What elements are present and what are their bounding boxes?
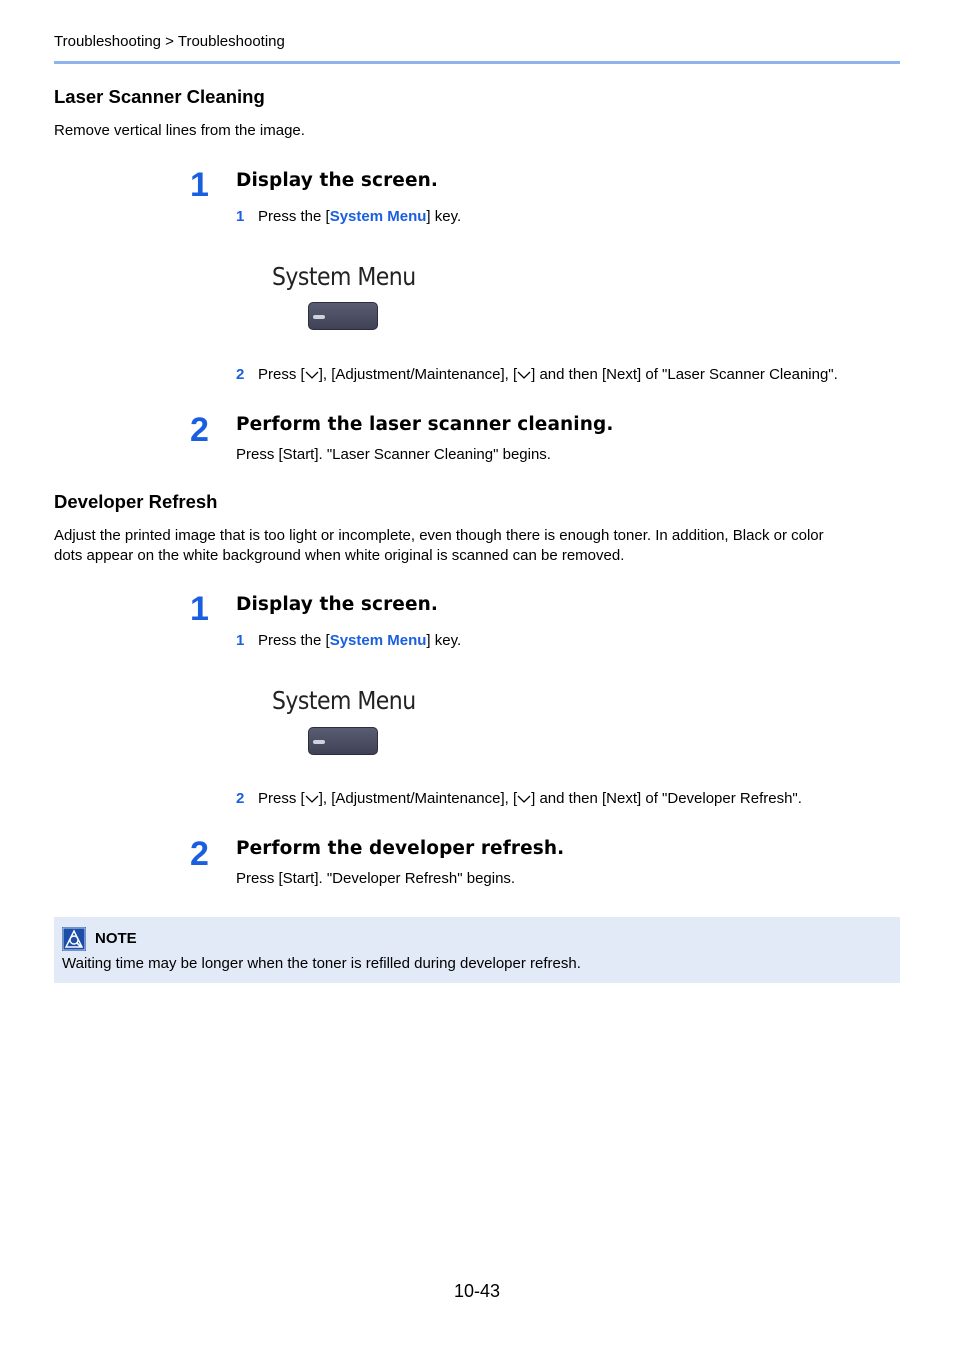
- system-menu-key-illustration: [308, 727, 378, 755]
- step-text: Press [Start]. "Laser Scanner Cleaning" begins.: [236, 446, 551, 463]
- chevron-down-icon: [305, 794, 319, 804]
- step-title: Perform the developer refresh.: [236, 838, 565, 859]
- step-number: 1: [190, 166, 209, 204]
- substep: 1 Press the [System Menu] key.: [236, 632, 462, 649]
- system-menu-key-label: System Menu: [329, 208, 427, 225]
- substep-number: 2: [236, 366, 245, 383]
- step-title: Display the screen.: [236, 594, 439, 615]
- panel-key-label: System Menu: [272, 262, 416, 291]
- substep-number: 1: [236, 632, 245, 649]
- chevron-down-icon: [305, 370, 319, 380]
- step-title: Perform the laser scanner cleaning.: [236, 414, 614, 435]
- system-menu-key-illustration: [308, 302, 378, 330]
- panel-key-label: System Menu: [272, 686, 416, 715]
- substep: 1 Press the [System Menu] key.: [236, 208, 462, 225]
- section-intro-developer: Adjust the printed image that is too light or incomplete, even though there is enough toner. In addition, Black or color dots appear on the white background when white original is scanned can be removed.: [54, 527, 824, 564]
- step-text: Press [Start]. "Developer Refresh" begins.: [236, 870, 516, 887]
- step-number: 1: [190, 590, 209, 628]
- step-number: 2: [190, 411, 209, 449]
- note-box: [54, 917, 900, 983]
- section-intro-laser: Remove vertical lines from the image.: [54, 122, 305, 139]
- indicator-light: [313, 315, 325, 319]
- section-heading-laser-scanner-cleaning: Laser Scanner Cleaning: [54, 86, 265, 107]
- chevron-down-icon: [517, 370, 531, 380]
- substep-number: 2: [236, 790, 245, 807]
- step-title: Display the screen.: [236, 170, 439, 191]
- breadcrumb: Troubleshooting > Troubleshooting: [54, 33, 285, 50]
- step-number: 2: [190, 835, 209, 873]
- note-title: NOTE: [95, 930, 137, 947]
- chevron-down-icon: [517, 794, 531, 804]
- page-number: 10-43: [453, 1281, 501, 1301]
- note-text: Waiting time may be longer when the toner is refilled during developer refresh.: [62, 955, 581, 972]
- substep: 2 Press [ ], [Adjustment/Maintenance], [ ] and then [Next] of "Developer Refresh".: [236, 790, 802, 807]
- substep: 2 Press [ ], [Adjustment/Maintenance], [ ] and then [Next] of "Laser Scanner Cleaning".: [236, 366, 838, 383]
- note-icon: [62, 927, 86, 951]
- system-menu-key-label: System Menu: [329, 632, 427, 649]
- substep-number: 1: [236, 208, 245, 225]
- section-heading-developer-refresh: Developer Refresh: [54, 491, 218, 512]
- header-divider: [54, 61, 900, 64]
- indicator-light: [313, 740, 325, 744]
